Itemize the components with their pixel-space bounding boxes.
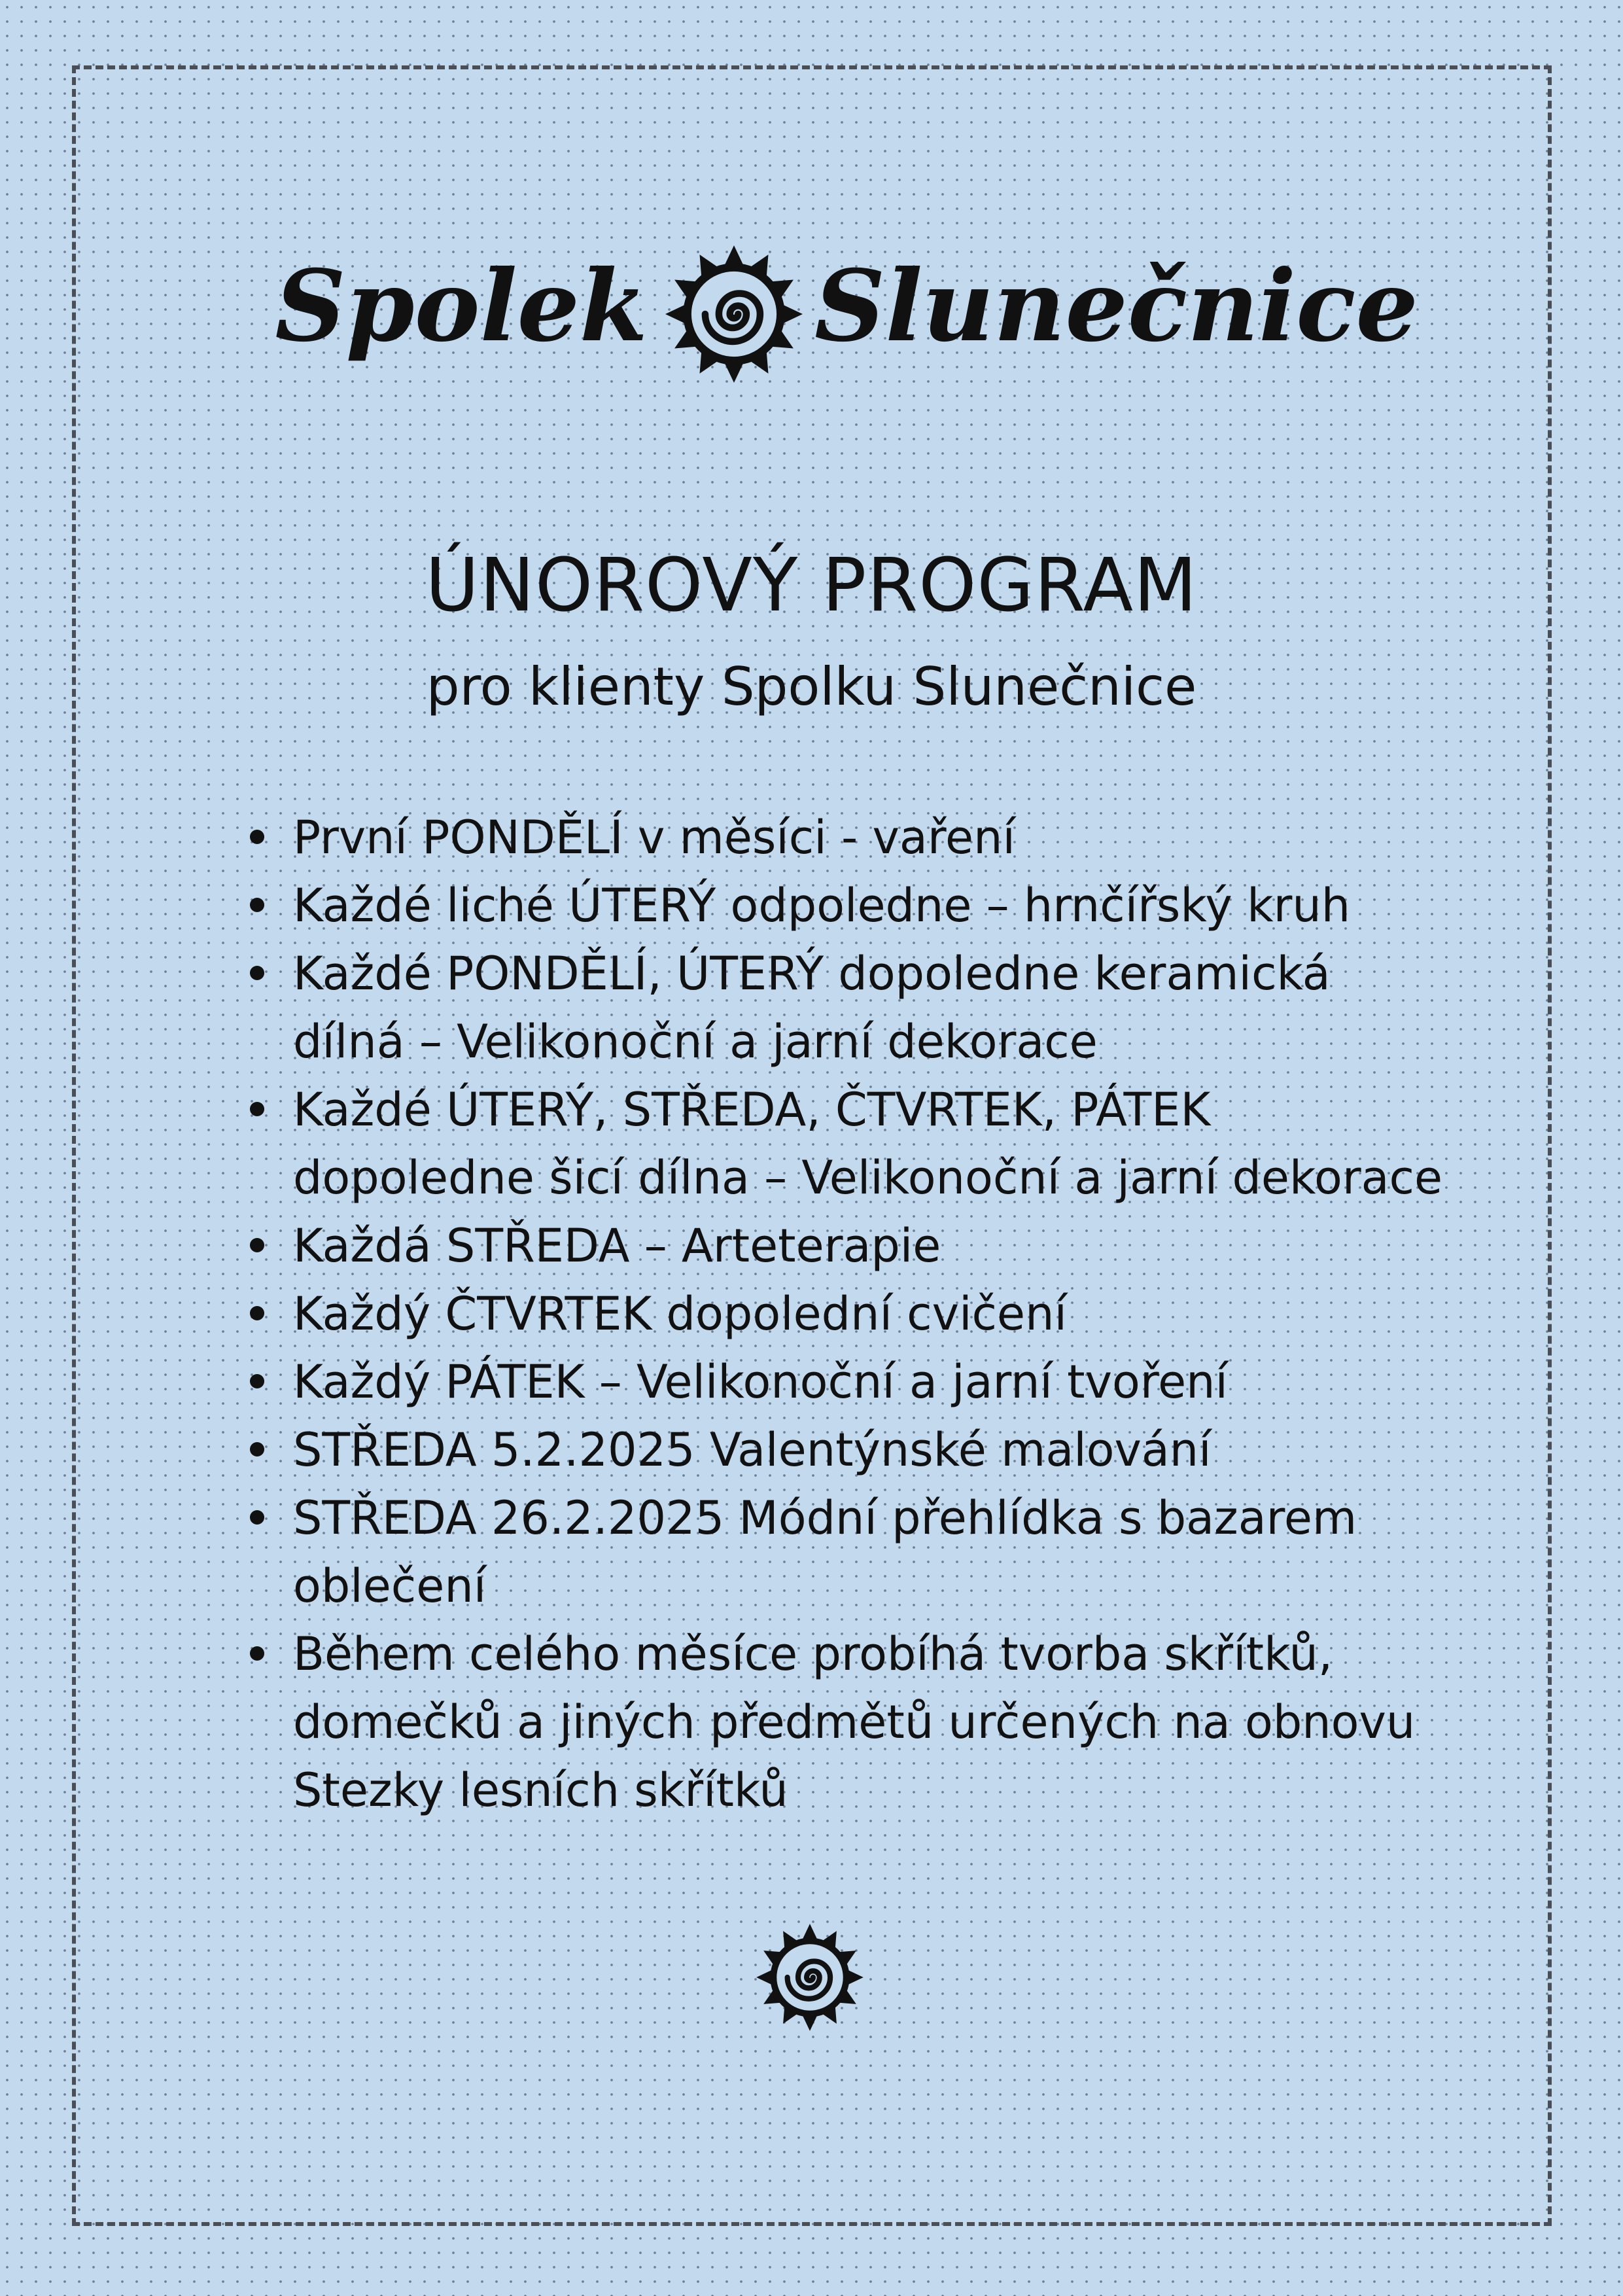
program-item-line: Každý PÁTEK – Velikonoční a jarní tvoření — [293, 1355, 1228, 1409]
page-subtitle: pro klienty Spolku Slunečnice — [426, 656, 1197, 717]
program-item — [293, 1348, 1497, 1416]
program-item-line: Každé PONDĚLÍ, ÚTERÝ dopoledne keramická — [293, 947, 1331, 1000]
sunflower-spiral-icon — [751, 1918, 869, 2036]
program-item-line: oblečení — [293, 1559, 487, 1613]
program-item — [293, 940, 1497, 1076]
program-item-line: STŘEDA 5.2.2025 Valentýnské malování — [293, 1423, 1212, 1477]
program-item — [293, 1416, 1497, 1484]
logo-text-right: Slunečnice — [814, 249, 1418, 364]
program-list — [293, 804, 1497, 1824]
program-item-line: STŘEDA 26.2.2025 Módní přehlídka s bazarem — [293, 1491, 1357, 1545]
program-item — [293, 1280, 1497, 1348]
program-item-line: Každé liché ÚTERÝ odpoledne – hrnčířský kruh — [293, 879, 1351, 932]
sunflower-spiral-icon — [665, 245, 803, 383]
program-item — [293, 804, 1497, 872]
program-item-line: dopoledne šicí dílna – Velikonoční a jarní dekorace — [293, 1151, 1443, 1205]
program-item — [293, 1484, 1497, 1620]
program-item-line: Každý ČTVRTEK dopolední cvičení — [293, 1287, 1067, 1341]
program-item-line: dílná – Velikonoční a jarní dekorace — [293, 1015, 1098, 1069]
program-item — [293, 1212, 1497, 1280]
program-item — [293, 1620, 1497, 1824]
program-item — [293, 1076, 1497, 1212]
program-item — [293, 872, 1497, 940]
logo-text-left: Spolek — [275, 249, 648, 364]
program-item-line: Během celého měsíce probíhá tvorba skřítků, — [293, 1627, 1333, 1681]
program-item-line: První PONDĚLÍ v měsíci - vaření — [293, 811, 1015, 864]
program-item-line: domečků a jiných předmětů určených na obnovu — [293, 1695, 1416, 1749]
logo — [0, 216, 1623, 412]
program-item-line: Každé ÚTERÝ, STŘEDA, ČTVRTEK, PÁTEK — [293, 1083, 1211, 1137]
page-title: ÚNOROVÝ PROGRAM — [425, 543, 1198, 628]
program-item-line: Každá STŘEDA – Arteterapie — [293, 1219, 941, 1273]
program-item-line: Stezky lesních skřítků — [293, 1763, 788, 1817]
